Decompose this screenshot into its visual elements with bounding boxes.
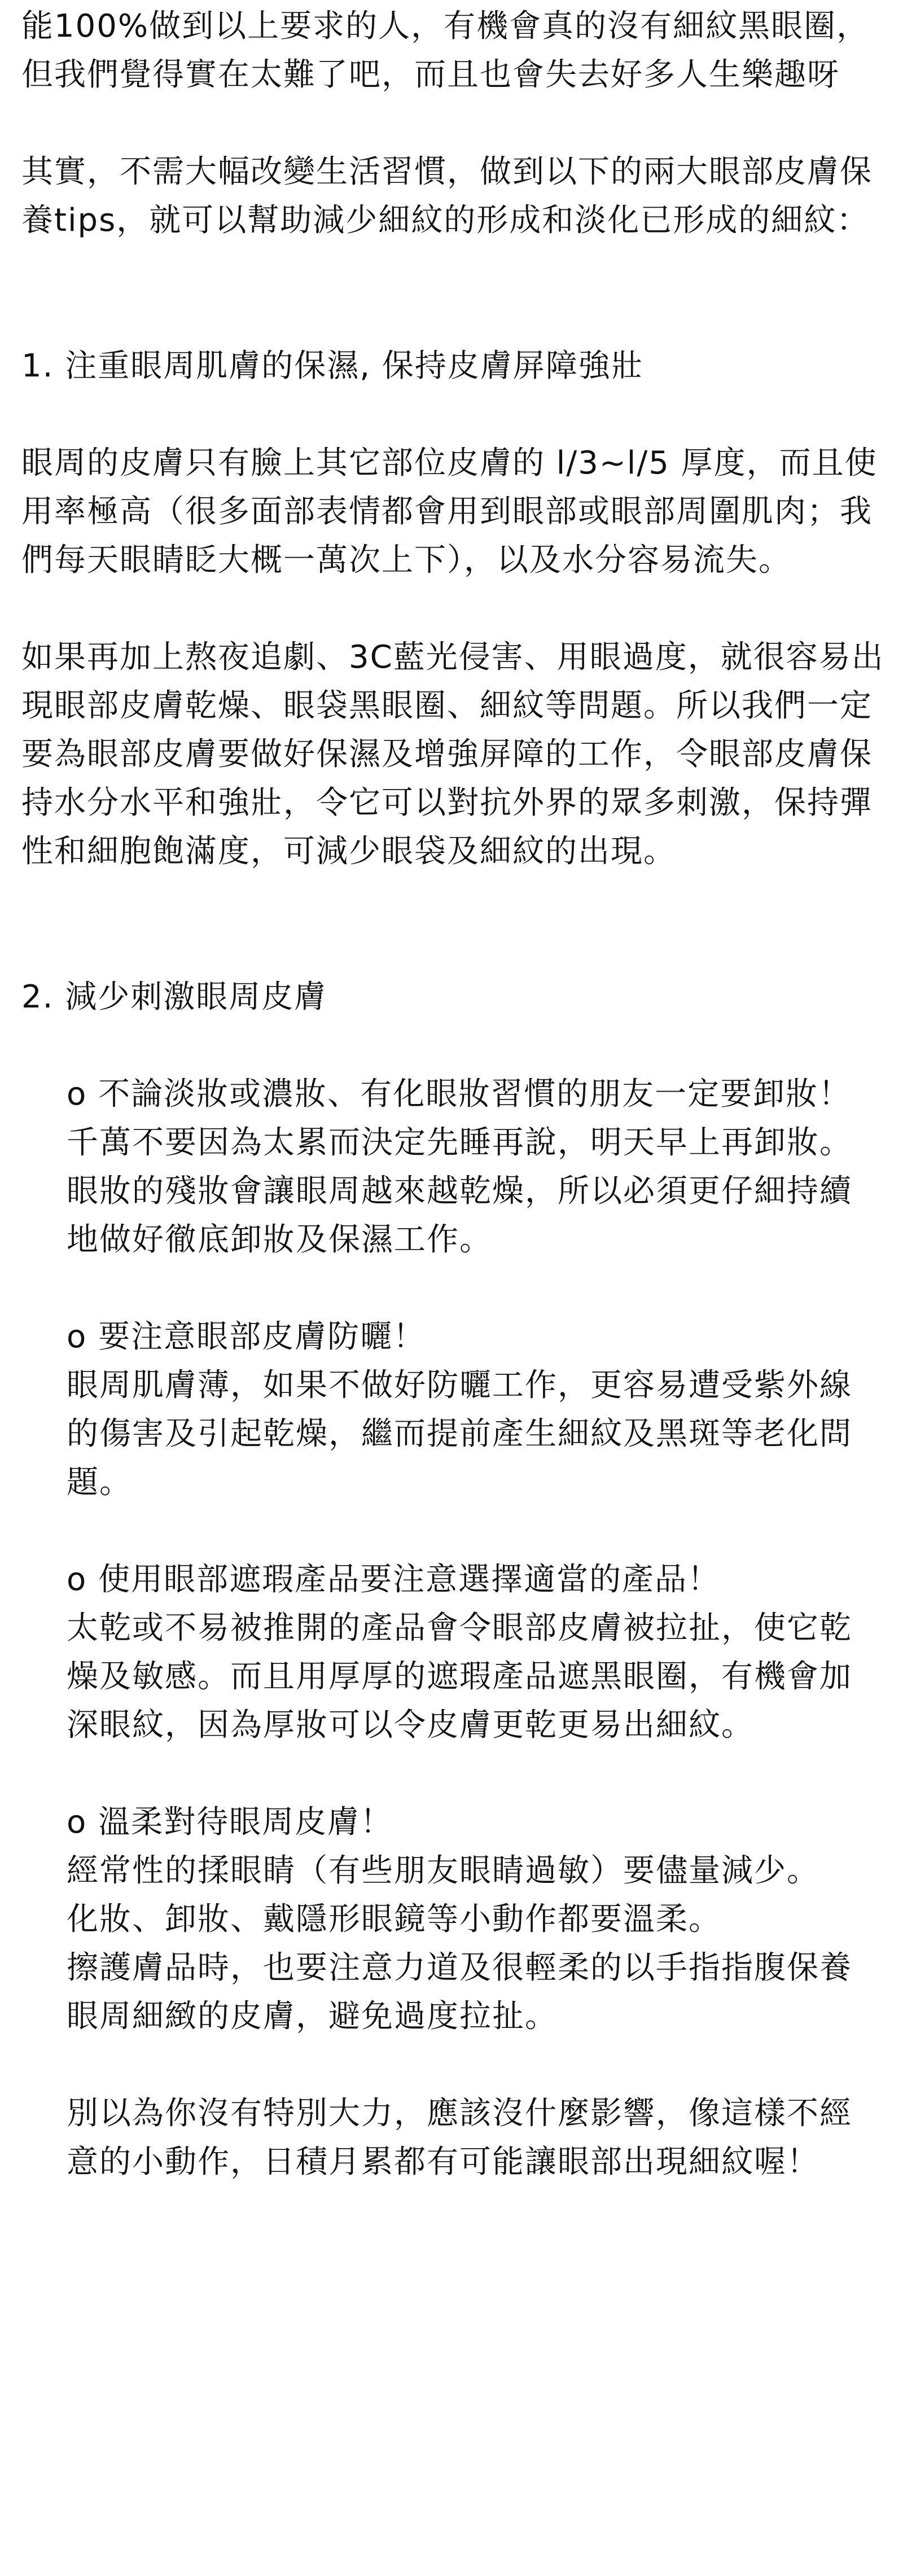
tip-concealer [67,1556,879,1750]
closing-note [67,2089,879,2187]
tip-line: 經常性的揉眼睛（有些朋友眼睛過敏）要儘量減少。 [67,1852,819,1889]
section-2-heading: 2. 減少刺激眼周皮膚 [21,979,327,1015]
tip-title: o 要注意眼部皮膚防曬！ [67,1318,426,1355]
tip-line: 擦護膚品時，也要注意力道及很輕柔的以手指指腹保養眼周細緻的皮膚，避免過度拉扯。 [67,1949,852,2035]
tip-sun-protection [67,1313,879,1507]
section-1-paragraph-1: 眼周的皮膚只有臉上其它部位皮膚的 l/3~l/5 厚度，而且使用率極高（很多面部表情都會用到眼部或眼部周圍肌肉；我們每天眼睛眨大概一萬次上下），以及水分容易流失。 [21,445,878,579]
intro-paragraph-2: 其實，不需大幅改變生活習慣，做到以下的兩大眼部皮膚保養tips，就可以幫助減少細紋的形成和淡化已形成的細紋： [21,154,873,239]
tip-title: o 不論淡妝或濃妝、有化眼妝習慣的朋友一定要卸妝！ [67,1076,852,1112]
closing-paragraph: 別以為你沒有特別大力，應該沒什麼影響，像這樣不經意的小動作，日積月累都有可能讓眼部出現細紋喔！ [67,2095,852,2180]
tip-line: 眼周肌膚薄，如果不做好防曬工作，更容易遭受紫外線的傷害及引起乾燥，繼而提前產生細紋及黑斑等老化問題。 [67,1367,852,1501]
section-1-paragraph-2: 如果再加上熬夜追劇、3C藍光侵害、用眼過度，就很容易出現眼部皮膚乾燥、眼袋黑眼圈、細紋等問題。所以我們一定要為眼部皮膚要做好保濕及增強屏障的工作，令眼部皮膚保持水分水平和強壯，令它可以對抗外界的眾多刺激，保持彈性和細胞飽滿度，可減少眼袋及細紋的出現。 [21,639,884,870]
tip-line: 化妝、卸妝、戴隱形眼鏡等小動作都要溫柔。 [67,1901,721,1938]
tip-line: 眼妝的殘妝會讓眼周越來越乾燥，所以必須更仔細持續地做好徹底卸妝及保濕工作。 [67,1173,852,1258]
tip-remove-makeup [67,1070,879,1264]
tip-line: 千萬不要因為太累而決定先睡再說，明天早上再卸妝。 [67,1124,852,1161]
section-1-heading: 1. 注重眼周肌膚的保濕, 保持皮膚屏障強壯 [21,348,644,384]
intro-paragraph-1: 能100%做到以上要求的人，有機會真的沒有細紋黑眼圈，但我們覺得實在太難了吧，而且也會失去好多人生樂趣呀 [21,8,870,93]
tip-title: o 使用眼部遮瑕產品要注意選擇適當的產品！ [67,1561,721,1598]
tip-title: o 溫柔對待眼周皮膚！ [67,1804,393,1841]
tip-line: 太乾或不易被推開的產品會令眼部皮膚被拉扯，使它乾燥及敏感。而且用厚厚的遮瑕產品遮黑眼圈，有機會加深眼紋，因為厚妝可以令皮膚更乾更易出細紋。 [67,1610,852,1743]
tip-gentle-care [67,1798,879,2041]
article-body [21,0,885,2187]
